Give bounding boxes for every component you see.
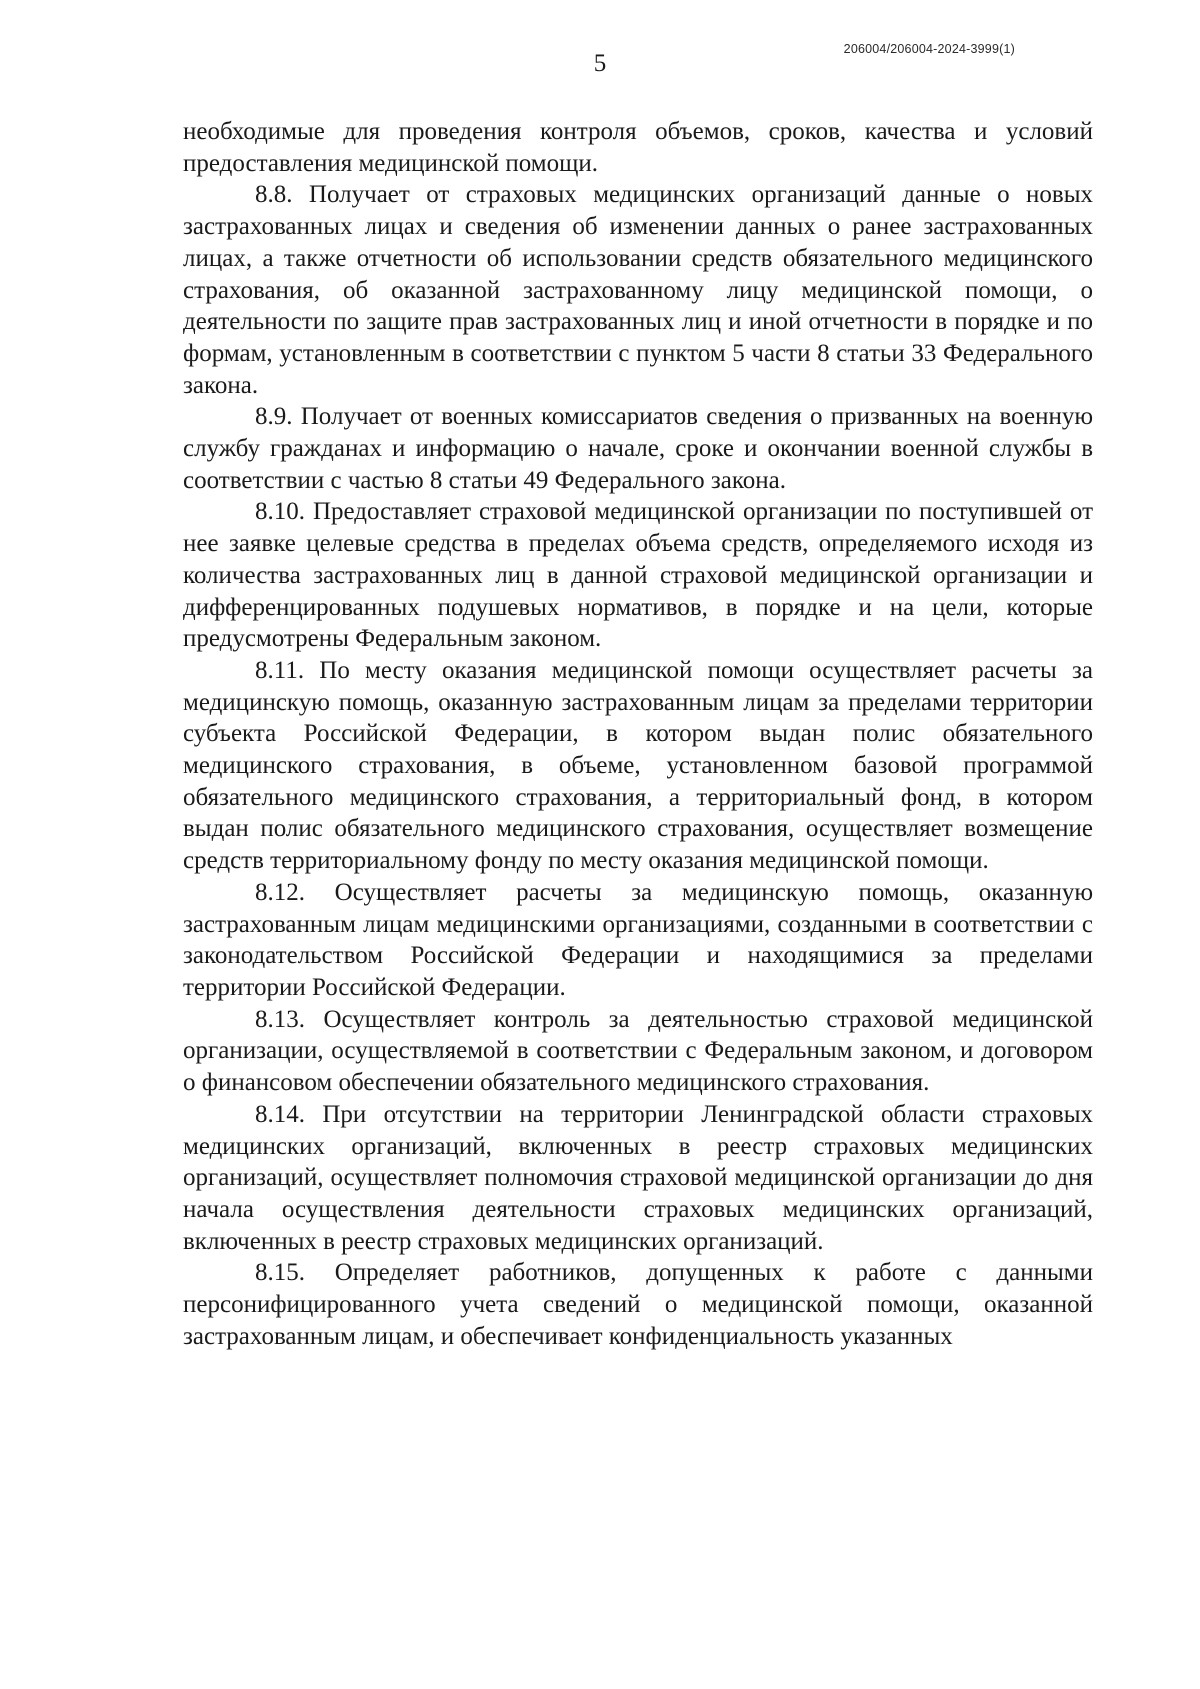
paragraph-8-13: 8.13. Осуществляет контроль за деятельностью страховой медицинской организации, осуществляемой в соответствии с Федеральным законом, и договором о финансовом обеспечении обязательного медицинского страхования. bbox=[183, 1005, 1093, 1097]
paragraph-8-15: 8.15. Определяет работников, допущенных к работе с данными персонифицированного учета сведений о медицинской помощи, оказанной застрахованным лицам, и обеспечивает конфиденциальность указанных bbox=[183, 1259, 1093, 1350]
paragraph-8-8: 8.8. Получает от страховых медицинских организаций данные о новых застрахованных лицах и сведения об изменении данных о ранее застрахованных лицах, а также отчетности об использовании средств обязательного медицинского страхования, об оказанной застрахованному лицу медицинской помощи, о деятельности по защите прав застрахованных лиц и иной отчетности в порядке и по формам, установленным в соответствии с пунктом 5 части 8 статьи 33 Федерального закона. bbox=[183, 181, 1093, 399]
paragraph-8-12: 8.12. Осуществляет расчеты за медицинскую помощь, оказанную застрахованным лицам медицинскими организациями, созданными в соответствии с законодательством Российской Федерации и находящимися за пределами территории Российской Федерации. bbox=[183, 878, 1093, 1001]
paragraph-8-11: 8.11. По месту оказания медицинской помощи осуществляет расчеты за медицинскую помощь, оказанную застрахованным лицам за пределами территории субъекта Российской Федерации, в котором выдан полис обязательного медицинского страхования, в объеме, установленном базовой программой обязательного медицинского страхования, а территориальный фонд, в котором выдан полис обязательного медицинского страхования, осуществляет возмещение средств территориальному фонду по месту оказания медицинской помощи. bbox=[183, 656, 1093, 875]
document-body bbox=[183, 116, 1093, 1352]
page-number: 5 bbox=[593, 50, 607, 77]
paragraph-8-14: 8.14. При отсутствии на территории Ленинградской области страховых медицинских организаций, включенных в реестр страховых медицинских организаций, осуществляет полномочия страховой медицинской организации до дня начала осуществления деятельности страховых медицинских организаций, включенных в реестр страховых медицинских организаций. bbox=[183, 1100, 1093, 1255]
paragraph-8-10: 8.10. Предоставляет страховой медицинской организации по поступившей от нее заявке целевые средства в пределах объема средств, определяемого исходя из количества застрахованных лиц в данной страховой медицинской организации и дифференцированных подушевых нормативов, в порядке и на цели, которые предусмотрены Федеральным законом. bbox=[183, 498, 1093, 653]
paragraph-continuation: необходимые для проведения контроля объемов, сроков, качества и условий предоставления медицинской помощи. bbox=[183, 118, 1093, 177]
paragraph-8-9: 8.9. Получает от военных комиссариатов сведения о призванных на военную службу гражданах и информацию о начале, сроке и окончании военной службы в соответствии с частью 8 статьи 49 Федерального закона. bbox=[183, 403, 1093, 494]
document-registration-number: 206004/206004-2024-3999(1) bbox=[843, 42, 1015, 56]
